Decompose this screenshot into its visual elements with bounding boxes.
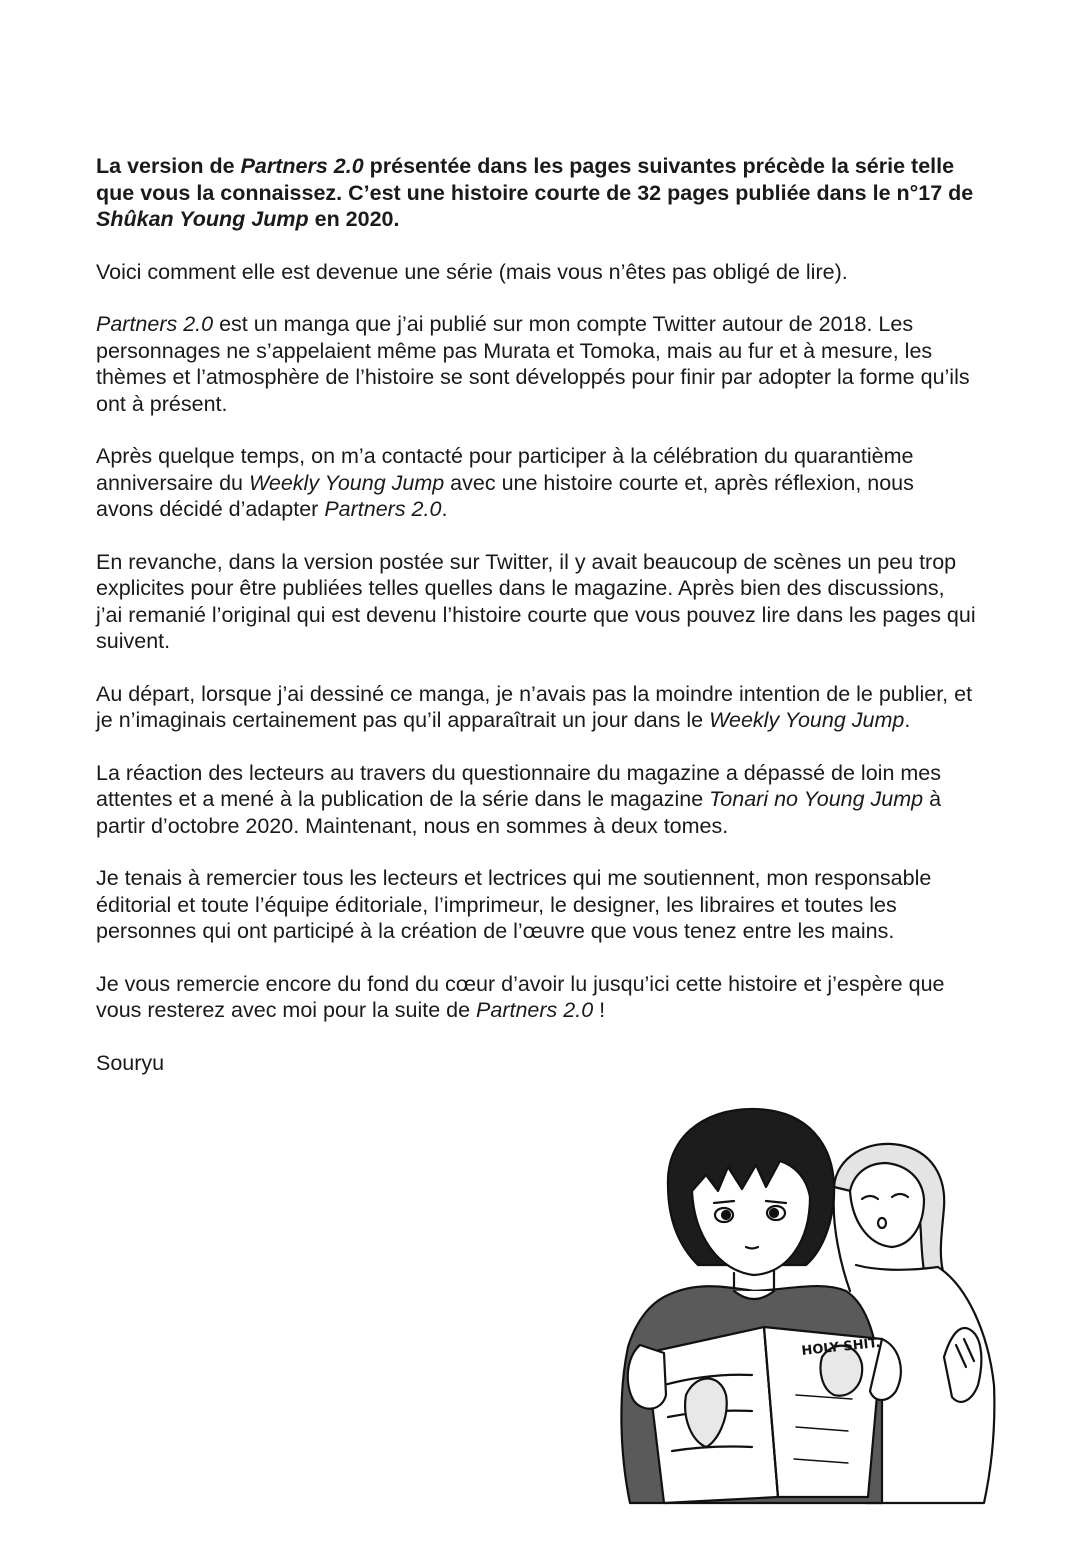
text-segment: en 2020. (308, 207, 400, 231)
text-segment: ! (593, 998, 606, 1022)
paragraph-anniversary (96, 443, 976, 523)
italic-title: Weekly Young Jump (709, 708, 905, 732)
manga-illustration (606, 1095, 998, 1505)
paragraph-twitter-origin (96, 311, 976, 417)
paragraph-origin (96, 259, 976, 286)
text-segment: Au départ, lorsque j’ai dessiné ce manga, je n’avais pas la moindre intention de le publier, et je n’imaginais certainement pas qu’il apparaîtrait un jour dans le (96, 681, 973, 732)
text-segment: est un manga que j’ai publié sur mon compte Twitter autour de 2018. Les personnages ne s’appelaient même pas Murata et Tomoka, mais au fur et à mesure, les thèmes et l’atmosphère de l’histoire se sont développés pour finir par adopter la forme qu’ils ont à présent. (96, 312, 970, 416)
text-segment: avec une histoire courte et, après réflexion, nous avons décidé d’adapter (96, 470, 914, 521)
paragraph-intentions (96, 681, 976, 734)
text-segment: En revanche, dans la version postée sur Twitter, il y avait beaucoup de scènes un peu trop explicites pour être publiées telles quelles dans le magazine. Après bien des discussions, j’ai remanié l’original qui est devenu l’histoire courte que vous pouvez lire dans les pages qui suivent. (96, 549, 976, 653)
paragraph-thanks (96, 865, 976, 945)
italic-title: Partners 2.0 (476, 998, 594, 1022)
italic-title: Tonari no Young Jump (709, 787, 924, 811)
text-segment: Je tenais à remercier tous les lecteurs et lectrices qui me soutiennent, mon responsable éditorial et toute l’équipe éditoriale, l’imprimeur, le designer, les libraires et toutes les personnes qui ont participé à la création de l’œuvre que vous tenez entre les mains. (96, 866, 932, 943)
intro-paragraph (96, 153, 976, 233)
italic-title: Partners 2.0 (96, 312, 214, 336)
magazine (628, 1327, 901, 1503)
text-segment: La version de (96, 154, 241, 178)
italic-title: Partners 2.0 (324, 497, 442, 521)
italic-title: Weekly Young Jump (248, 470, 445, 495)
italic-title: Shûkan Young Jump (96, 207, 309, 231)
magazine-cover-text: HOLY SHIT. (800, 1335, 882, 1359)
text-segment: Je vous remercie encore du fond du cœur d’avoir lu jusqu’ici cette histoire et j’espère que vous resterez avec moi pour la suite de (96, 971, 945, 1022)
text-segment: La réaction des lecteurs au travers du questionnaire du magazine a dépassé de loin mes attentes et a mené à la publication de la série dans le magazine (96, 760, 941, 811)
author-signature: Souryu (96, 1050, 165, 1075)
paragraph-closing (96, 971, 976, 1024)
text-segment: à partir d’octobre 2020. Maintenant, nous en sommes à deux tomes. (96, 787, 942, 838)
text-segment: Voici comment elle est devenue une série (mais vous n’êtes pas obligé de lire). (96, 259, 848, 284)
paragraph-revisions (96, 549, 976, 655)
text-segment: Après quelque temps, on m’a contacté pour participer à la célébration du quarantième anniversaire du (96, 444, 914, 495)
text-segment: . (441, 497, 448, 521)
text-segment: . (904, 708, 911, 732)
afterword-text (96, 153, 976, 1076)
italic-title: Partners 2.0 (240, 154, 364, 178)
text-segment: présentée dans les pages suivantes précède la série telle que vous la connaissez. C’est une histoire courte de 32 pages publiée dans le n°17 de (96, 154, 974, 205)
paragraph-serialization (96, 760, 976, 840)
